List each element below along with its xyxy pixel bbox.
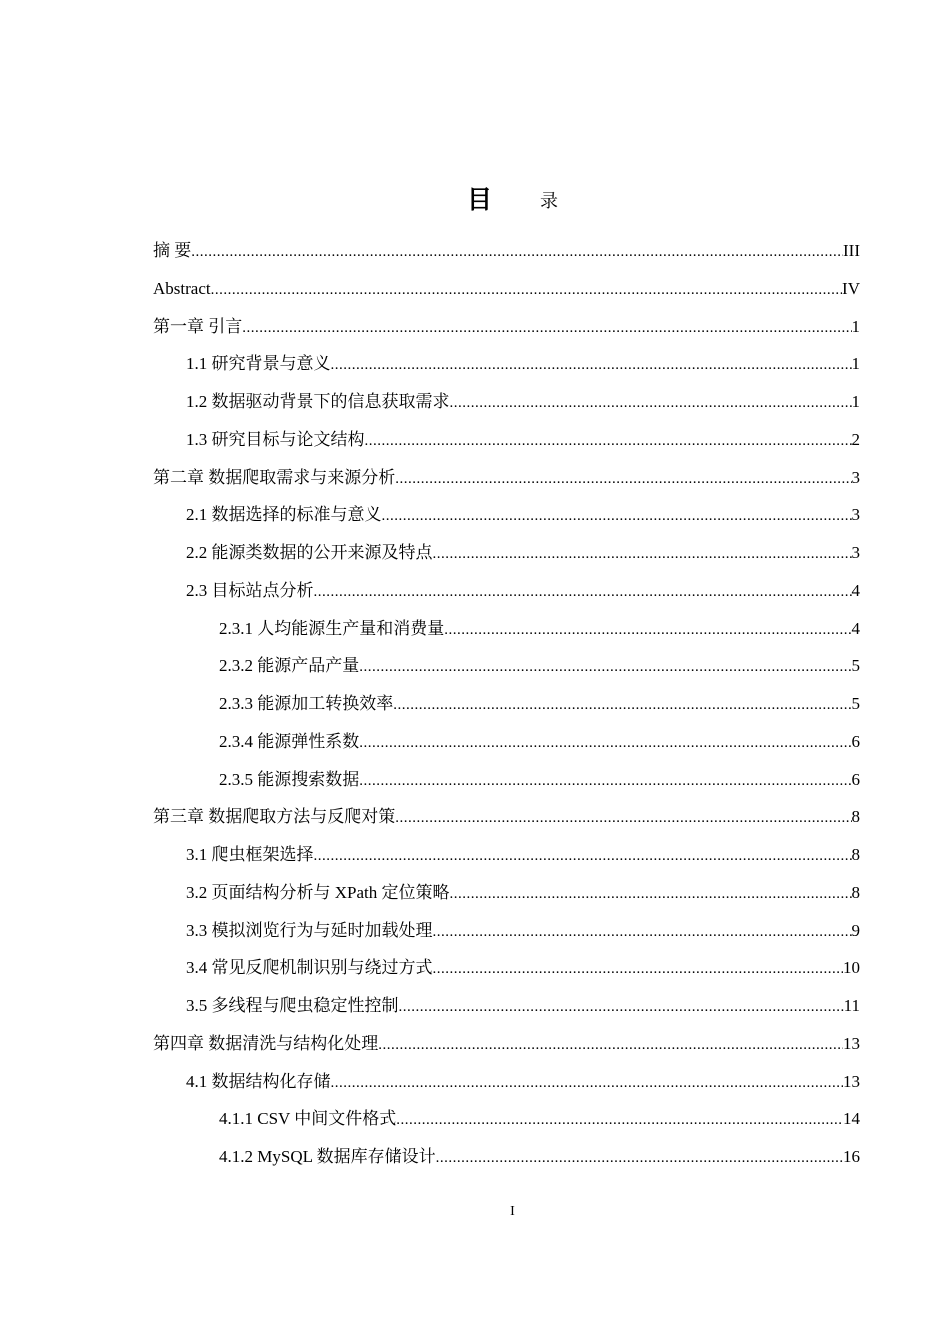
toc-entry-page: 13 bbox=[843, 1033, 860, 1053]
toc-entry[interactable] bbox=[153, 836, 860, 874]
toc-entry[interactable] bbox=[153, 1100, 860, 1138]
toc-entry-label: 2.3.4 能源弹性系数 bbox=[219, 731, 360, 751]
toc-entry-page: 10 bbox=[843, 958, 860, 978]
toc-entry[interactable] bbox=[153, 610, 860, 648]
toc-entry[interactable] bbox=[153, 874, 860, 912]
toc-entry-label: 3.3 模拟浏览行为与延时加载处理 bbox=[186, 920, 433, 940]
toc-dot-leader bbox=[396, 1102, 843, 1138]
toc-dot-leader bbox=[331, 347, 852, 383]
toc-dot-leader bbox=[450, 876, 852, 912]
toc-entry-label: 2.3 目标站点分析 bbox=[186, 580, 314, 600]
toc-title-part1: 目 bbox=[466, 185, 492, 214]
toc-entry-page: 5 bbox=[851, 694, 860, 713]
toc-dot-leader bbox=[395, 800, 851, 836]
toc-entry[interactable] bbox=[153, 459, 860, 497]
toc-entry[interactable] bbox=[153, 1063, 860, 1101]
toc-entry[interactable] bbox=[153, 383, 860, 421]
toc-dot-leader bbox=[365, 423, 852, 459]
toc-entry-label: 2.3.2 能源产品产量 bbox=[219, 656, 360, 676]
toc-title-part2: 录 bbox=[540, 191, 558, 212]
toc-dot-leader bbox=[359, 649, 851, 685]
toc-entry-page: 6 bbox=[851, 731, 860, 751]
toc-entry-page: 8 bbox=[851, 807, 860, 827]
toc-dot-leader bbox=[378, 1027, 843, 1063]
toc-dot-leader bbox=[359, 725, 851, 761]
toc-entry-page: 13 bbox=[843, 1071, 860, 1091]
toc-entry[interactable] bbox=[153, 308, 860, 346]
toc-entry-label: 2.3.1 人均能源生产量和消费量 bbox=[219, 618, 445, 638]
toc-entry[interactable] bbox=[153, 1138, 860, 1176]
toc-entry[interactable] bbox=[153, 761, 860, 799]
toc-dot-leader bbox=[450, 385, 852, 421]
toc-entry[interactable] bbox=[153, 534, 860, 572]
toc-entry[interactable] bbox=[153, 723, 860, 761]
toc-entry[interactable] bbox=[153, 572, 860, 610]
toc-entry[interactable] bbox=[153, 798, 860, 836]
toc-entry-page: 8 bbox=[851, 845, 860, 864]
toc-entry-label: 2.3.5 能源搜索数据 bbox=[219, 769, 360, 789]
toc-entry-page: 9 bbox=[851, 920, 860, 940]
toc-entry-page: III bbox=[843, 241, 860, 260]
toc-dot-leader bbox=[331, 1065, 844, 1101]
toc-entry-label: 1.2 数据驱动背景下的信息获取需求 bbox=[186, 392, 450, 411]
toc-dot-leader bbox=[191, 234, 843, 270]
toc-entry[interactable] bbox=[153, 912, 860, 950]
toc-entry-label: 4.1.1 CSV 中间文件格式 bbox=[219, 1109, 397, 1129]
toc-dot-leader bbox=[242, 310, 851, 346]
toc-entry-page: 14 bbox=[843, 1109, 860, 1129]
toc-entry-page: 3 bbox=[851, 543, 860, 562]
toc-entry[interactable] bbox=[153, 421, 860, 459]
toc-entry-page: 5 bbox=[851, 656, 860, 676]
toc-entry-label: 1.3 研究目标与论文结构 bbox=[186, 429, 365, 449]
toc-title bbox=[0, 182, 950, 221]
toc-entry-page: 1 bbox=[851, 354, 860, 374]
toc-entry-label: 第二章 数据爬取需求与来源分析 bbox=[153, 467, 396, 487]
toc-entry-label: 3.2 页面结构分析与 XPath 定位策略 bbox=[186, 882, 450, 902]
toc-entry-label: 1.1 研究背景与意义 bbox=[186, 354, 331, 374]
toc-dot-leader bbox=[433, 951, 844, 987]
toc-entry-page: 1 bbox=[851, 316, 860, 336]
page-number: I bbox=[510, 1204, 515, 1219]
toc-entry-label: 3.4 常见反爬机制识别与绕过方式 bbox=[186, 958, 433, 978]
toc-entry-page: 3 bbox=[851, 467, 860, 487]
toc-entry-page: 16 bbox=[843, 1147, 860, 1166]
toc-entry-label: 第四章 数据清洗与结构化处理 bbox=[153, 1033, 379, 1053]
toc-entry-label: 第三章 数据爬取方法与反爬对策 bbox=[153, 807, 396, 827]
toc-entry[interactable] bbox=[153, 949, 860, 987]
toc-dot-leader bbox=[436, 1140, 843, 1176]
toc-dot-leader bbox=[382, 498, 852, 534]
toc-entry-page: 1 bbox=[851, 392, 860, 411]
toc-entry-page: 4 bbox=[851, 580, 860, 600]
toc-entry[interactable] bbox=[153, 1025, 860, 1063]
toc-entry-page: 11 bbox=[843, 996, 860, 1015]
toc-entry[interactable] bbox=[153, 345, 860, 383]
toc-entry-label: 3.1 爬虫框架选择 bbox=[186, 845, 314, 864]
toc-dot-leader bbox=[399, 989, 844, 1025]
toc-dot-leader bbox=[314, 574, 852, 610]
toc-entry-label: 2.1 数据选择的标准与意义 bbox=[186, 505, 382, 525]
toc-entry[interactable] bbox=[153, 987, 860, 1025]
toc-entry-page: 3 bbox=[851, 505, 860, 525]
toc-dot-leader bbox=[359, 763, 851, 799]
table-of-contents bbox=[153, 232, 860, 1176]
toc-entry-page: IV bbox=[842, 278, 860, 298]
toc-dot-leader bbox=[444, 612, 851, 648]
toc-dot-leader bbox=[433, 536, 852, 572]
toc-entry[interactable] bbox=[153, 496, 860, 534]
toc-entry-label: 4.1.2 MySQL 数据库存储设计 bbox=[219, 1147, 436, 1166]
toc-dot-leader bbox=[395, 461, 851, 497]
toc-entry-label: 第一章 引言 bbox=[153, 316, 243, 336]
toc-entry[interactable] bbox=[153, 647, 860, 685]
toc-entry[interactable] bbox=[153, 270, 860, 308]
toc-entry[interactable] bbox=[153, 232, 860, 270]
toc-dot-leader bbox=[314, 838, 852, 874]
toc-entry[interactable] bbox=[153, 685, 860, 723]
toc-entry-page: 4 bbox=[851, 618, 860, 638]
toc-entry-label: 摘 要 bbox=[153, 241, 192, 260]
toc-entry-label: 2.2 能源类数据的公开来源及特点 bbox=[186, 543, 433, 562]
toc-entry-label: 4.1 数据结构化存储 bbox=[186, 1071, 331, 1091]
toc-entry-page: 8 bbox=[851, 882, 860, 902]
toc-entry-label: 3.5 多线程与爬虫稳定性控制 bbox=[186, 996, 399, 1015]
toc-dot-leader bbox=[433, 914, 852, 950]
toc-entry-label: Abstract bbox=[153, 278, 211, 298]
toc-dot-leader bbox=[393, 687, 851, 723]
toc-entry-page: 6 bbox=[851, 769, 860, 789]
toc-entry-label: 2.3.3 能源加工转换效率 bbox=[219, 694, 394, 713]
toc-entry-page: 2 bbox=[851, 429, 860, 449]
toc-dot-leader bbox=[211, 272, 842, 308]
